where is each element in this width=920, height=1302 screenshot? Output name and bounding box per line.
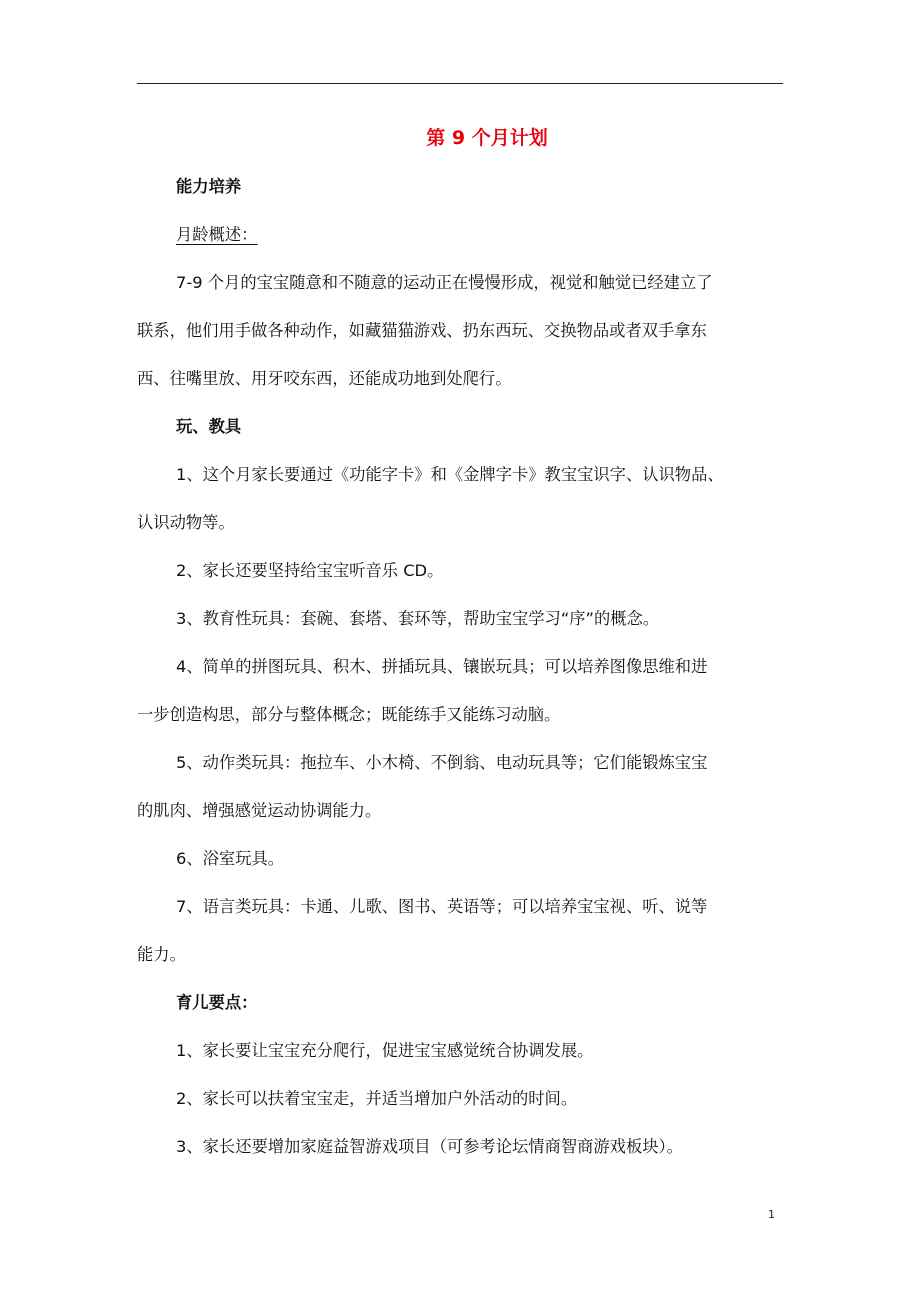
page-title: 第 9 个月计划 [426, 127, 548, 149]
toys-item-line: 7、语言类玩具：卡通、儿歌、图书、英语等；可以培养宝宝视、听、说等 [176, 897, 708, 916]
parenting-item: 1、家长要让宝宝充分爬行，促进宝宝感觉统合协调发展。 [176, 1041, 594, 1060]
heading-parenting: 育儿要点： [176, 993, 258, 1012]
heading-toys: 玩、教具 [176, 417, 242, 436]
heading-ability: 能力培养 [176, 177, 242, 196]
toys-item-line: 5、动作类玩具：拖拉车、小木椅、不倒翁、电动玩具等；它们能锻炼宝宝 [176, 753, 708, 772]
toys-item-line: 1、这个月家长要通过《功能字卡》和《金牌字卡》教宝宝识字、认识物品、 [176, 465, 724, 484]
toys-item-line: 能力。 [137, 945, 186, 964]
parenting-item: 2、家长可以扶着宝宝走，并适当增加户外活动的时间。 [176, 1089, 578, 1108]
toys-item-line: 的肌肉、增强感觉运动协调能力。 [137, 801, 382, 820]
subheading-overview: 月龄概述： [176, 225, 258, 244]
toys-item-line: 4、简单的拼图玩具、积木、拼插玩具、镶嵌玩具；可以培养图像思维和进 [176, 657, 708, 676]
toys-item-line: 认识动物等。 [137, 513, 235, 532]
toys-item-line: 2、家长还要坚持给宝宝听音乐 CD。 [176, 561, 444, 580]
overview-line: 西、往嘴里放、用牙咬东西，还能成功地到处爬行。 [137, 369, 512, 388]
header-rule [137, 83, 783, 84]
parenting-item: 3、家长还要增加家庭益智游戏项目（可参考论坛情商智商游戏板块）。 [176, 1137, 683, 1156]
overview-line: 7-9 个月的宝宝随意和不随意的运动正在慢慢形成，视觉和触觉已经建立了 [176, 273, 713, 292]
page-number: 1 [768, 1208, 775, 1221]
toys-item-line: 一步创造构思，部分与整体概念；既能练手又能练习动脑。 [137, 705, 561, 724]
toys-item-line: 6、浴室玩具。 [176, 849, 285, 868]
overview-line: 联系，他们用手做各种动作，如藏猫猫游戏、扔东西玩、交换物品或者双手拿东 [137, 321, 707, 340]
toys-item-line: 3、教育性玩具：套碗、套塔、套环等，帮助宝宝学习“序”的概念。 [176, 609, 660, 628]
